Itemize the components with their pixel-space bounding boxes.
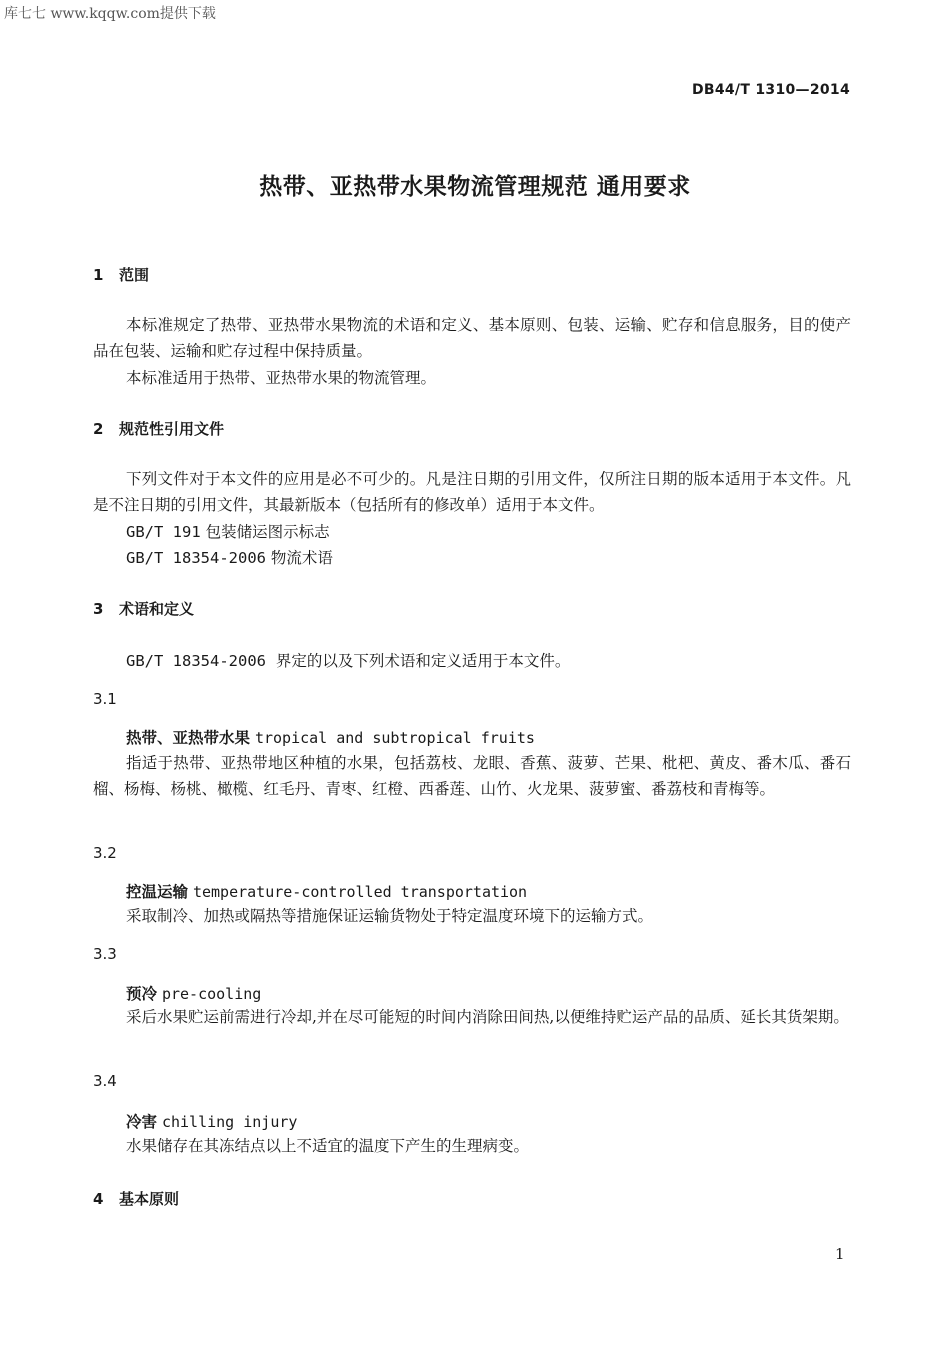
section-title: 术语和定义	[119, 600, 195, 618]
reference-code: GB/T 191	[126, 523, 201, 541]
watermark-text: 库七七 www.kqqw.com提供下载	[4, 6, 216, 22]
section-1-paragraph-2: 本标准适用于热带、亚热带水果的物流管理。	[126, 369, 437, 387]
section-number: 3	[93, 600, 104, 618]
term-3-4-number: 3.4	[93, 1072, 117, 1090]
reference-title: 包装储运图示标志	[205, 523, 330, 541]
section-3-intro	[126, 649, 570, 671]
term-3-2-name	[126, 880, 527, 902]
page-number: 1	[835, 1245, 845, 1263]
term-3-3-definition: 采后水果贮运前需进行冷却,并在尽可能短的时间内消除田间热,以便维持贮运产品的品质、延长其货架期。	[126, 1008, 849, 1026]
term-3-1-number: 3.1	[93, 690, 117, 708]
term-3-4-name	[126, 1110, 297, 1132]
term-3-2-definition: 采取制冷、加热或隔热等措施保证运输货物处于特定温度环境下的运输方式。	[126, 907, 654, 925]
section-title: 基本原则	[119, 1190, 180, 1208]
reference-item-1	[126, 520, 330, 542]
term-chinese: 预冷	[126, 985, 158, 1003]
section-2-paragraph-1: 下列文件对于本文件的应用是必不可少的。凡是注日期的引用文件，仅所注日期的版本适用于本文件。凡是不注日期的引用文件，其最新版本（包括所有的修改单）适用于本文件。	[93, 470, 851, 514]
document-title: 热带、亚热带水果物流管理规范 通用要求	[259, 174, 691, 200]
term-english: chilling injury	[161, 1113, 298, 1131]
standard-code: DB44/T 1310—2014	[691, 82, 850, 98]
section-title: 规范性引用文件	[119, 420, 225, 438]
term-chinese: 冷害	[126, 1113, 158, 1131]
term-3-1-definition: 指适于热带、亚热带地区种植的水果，包括荔枝、龙眼、香蕉、菠萝、芒果、枇杷、黄皮、番木瓜、番石榴、杨梅、杨桃、橄榄、红毛丹、青枣、红橙、西番莲、山竹、火龙果、菠萝蜜、番荔枝和青梅等。	[93, 754, 851, 798]
reference-title: 物流术语	[270, 549, 333, 567]
term-3-2-number: 3.2	[93, 844, 117, 862]
term-3-4-definition: 水果储存在其冻结点以上不适宜的温度下产生的生理病变。	[126, 1137, 530, 1155]
reference-item-2	[126, 546, 333, 568]
section-title: 范围	[119, 266, 150, 284]
term-chinese: 控温运输	[126, 883, 189, 901]
section-3-heading	[93, 598, 194, 619]
term-chinese: 热带、亚热带水果	[126, 729, 251, 747]
section-4-heading	[93, 1188, 179, 1209]
term-3-1-name	[126, 726, 535, 748]
term-3-3-name	[126, 982, 261, 1004]
section-1-paragraph-1: 本标准规定了热带、亚热带水果物流的术语和定义、基本原则、包装、运输、贮存和信息服务，目的使产品在包装、运输和贮存过程中保持质量。	[93, 316, 851, 360]
reference-code: GB/T 18354-2006	[126, 652, 266, 670]
term-english: temperature-controlled transportation	[192, 883, 528, 901]
term-english: pre-cooling	[161, 985, 262, 1003]
term-english: tropical and subtropical fruits	[254, 729, 535, 747]
reference-code: GB/T 18354-2006	[126, 549, 266, 567]
term-3-3-number: 3.3	[93, 945, 117, 963]
section-2-heading	[93, 418, 224, 439]
section-number: 4	[93, 1190, 104, 1208]
section-number: 1	[93, 266, 104, 284]
section-number: 2	[93, 420, 104, 438]
intro-text: 界定的以及下列术语和定义适用于本文件。	[275, 652, 571, 670]
section-1-heading	[93, 264, 149, 285]
